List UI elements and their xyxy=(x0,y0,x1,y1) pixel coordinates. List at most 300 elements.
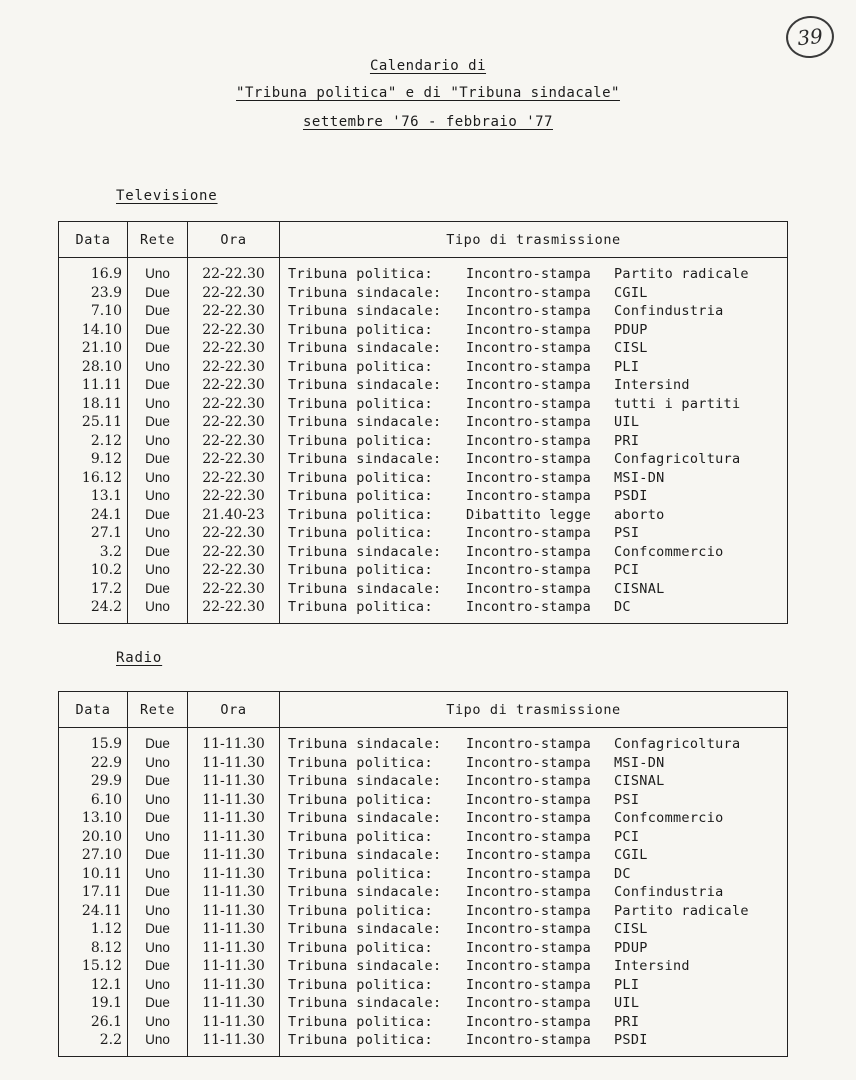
cell-tipo xyxy=(280,284,788,303)
table-row xyxy=(59,258,788,284)
cell-formato: Incontro-stampa xyxy=(466,791,591,808)
cell-programma: Tribuna politica: xyxy=(288,321,433,338)
cell-tipo xyxy=(280,302,788,321)
cell-tipo xyxy=(280,450,788,469)
cell-tipo xyxy=(280,358,788,377)
cell-tipo xyxy=(280,828,788,847)
cell-data: 23.9 xyxy=(59,284,128,303)
cell-soggetto: PRI xyxy=(614,432,640,449)
cell-ora: 22-22.30 xyxy=(188,524,280,543)
cell-rete: Due xyxy=(128,321,188,340)
cell-formato: Incontro-stampa xyxy=(466,847,591,863)
cell-data: 9.12 xyxy=(59,450,128,469)
column-header-data: Data xyxy=(59,692,128,728)
cell-soggetto: Partito radicale xyxy=(614,266,749,282)
cell-ora: 11-11.30 xyxy=(188,939,280,958)
cell-tipo xyxy=(280,791,788,810)
cell-rete: Due xyxy=(128,543,188,562)
cell-tipo xyxy=(280,920,788,939)
cell-tipo xyxy=(280,902,788,921)
cell-ora: 22-22.30 xyxy=(188,543,280,562)
cell-data: 7.10 xyxy=(59,302,128,321)
cell-tipo xyxy=(280,395,788,414)
cell-ora: 22-22.30 xyxy=(188,258,280,284)
cell-data: 24.1 xyxy=(59,506,128,525)
cell-soggetto: Confcommercio xyxy=(614,810,724,826)
cell-soggetto: CGIL xyxy=(614,284,648,301)
cell-soggetto: Confcommercio xyxy=(614,543,724,560)
cell-ora: 22-22.30 xyxy=(188,432,280,451)
cell-rete: Due xyxy=(128,728,188,754)
cell-tipo xyxy=(280,580,788,599)
cell-rete: Due xyxy=(128,994,188,1013)
cell-data: 18.11 xyxy=(59,395,128,414)
document-title: Calendario di xyxy=(369,58,487,74)
cell-data: 13.10 xyxy=(59,809,128,828)
cell-data: 16.12 xyxy=(59,469,128,488)
cell-rete: Due xyxy=(128,772,188,791)
cell-soggetto: tutti i partiti xyxy=(614,395,741,412)
table-row xyxy=(59,1031,788,1056)
cell-formato: Incontro-stampa xyxy=(466,432,591,449)
cell-tipo xyxy=(280,865,788,884)
column-header-tipo: Tipo di trasmissione xyxy=(280,692,788,728)
cell-ora: 11-11.30 xyxy=(188,883,280,902)
cell-tipo xyxy=(280,339,788,358)
cell-ora: 22-22.30 xyxy=(188,376,280,395)
cell-programma: Tribuna politica: xyxy=(288,828,433,845)
cell-ora: 22-22.30 xyxy=(188,469,280,488)
cell-tipo xyxy=(280,598,788,623)
table-header-row xyxy=(59,692,788,728)
cell-rete: Uno xyxy=(128,469,188,488)
cell-rete: Uno xyxy=(128,754,188,773)
cell-rete: Uno xyxy=(128,598,188,623)
cell-programma: Tribuna sindacale: xyxy=(288,884,442,900)
table-row xyxy=(59,450,788,469)
cell-formato: Incontro-stampa xyxy=(466,736,591,752)
cell-formato: Incontro-stampa xyxy=(466,884,591,900)
cell-tipo xyxy=(280,809,788,828)
cell-programma: Tribuna politica: xyxy=(288,469,433,486)
cell-ora: 22-22.30 xyxy=(188,580,280,599)
cell-data: 15.9 xyxy=(59,728,128,754)
cell-rete: Due xyxy=(128,580,188,599)
cell-ora: 11-11.30 xyxy=(188,1013,280,1032)
cell-formato: Incontro-stampa xyxy=(466,303,591,319)
cell-soggetto: Confindustria xyxy=(614,884,724,900)
cell-rete: Uno xyxy=(128,865,188,884)
cell-soggetto: CISL xyxy=(614,921,648,937)
table-row xyxy=(59,846,788,865)
cell-ora: 22-22.30 xyxy=(188,413,280,432)
cell-soggetto: Confagricoltura xyxy=(614,451,741,467)
cell-rete: Due xyxy=(128,284,188,303)
cell-tipo xyxy=(280,376,788,395)
table-row xyxy=(59,284,788,303)
table-row xyxy=(59,598,788,623)
table-row xyxy=(59,1013,788,1032)
table-row xyxy=(59,939,788,958)
cell-soggetto: DC xyxy=(614,599,631,615)
cell-soggetto: UIL xyxy=(614,995,640,1011)
cell-programma: Tribuna sindacale: xyxy=(288,303,442,319)
cell-ora: 11-11.30 xyxy=(188,728,280,754)
cell-data: 19.1 xyxy=(59,994,128,1013)
cell-programma: Tribuna politica: xyxy=(288,395,433,412)
cell-ora: 11-11.30 xyxy=(188,957,280,976)
cell-rete: Uno xyxy=(128,902,188,921)
cell-ora: 22-22.30 xyxy=(188,358,280,377)
cell-soggetto: PSI xyxy=(614,791,640,808)
cell-ora: 11-11.30 xyxy=(188,902,280,921)
cell-tipo xyxy=(280,939,788,958)
cell-data: 1.12 xyxy=(59,920,128,939)
cell-formato: Incontro-stampa xyxy=(466,488,591,504)
cell-formato: Incontro-stampa xyxy=(466,395,591,412)
table-row xyxy=(59,976,788,995)
cell-programma: Tribuna politica: xyxy=(288,599,433,615)
cell-formato: Incontro-stampa xyxy=(466,321,591,338)
cell-soggetto: Intersind xyxy=(614,958,690,974)
cell-rete: Due xyxy=(128,957,188,976)
document-period: settembre '76 - febbraio '77 xyxy=(302,114,553,130)
cell-data: 20.10 xyxy=(59,828,128,847)
cell-programma: Tribuna sindacale: xyxy=(288,847,442,863)
radio-schedule-table xyxy=(58,691,788,1057)
cell-rete: Uno xyxy=(128,395,188,414)
document-subtitle: "Tribuna politica" e di "Tribuna sindacale" xyxy=(236,85,620,101)
cell-formato: Incontro-stampa xyxy=(466,580,591,597)
cell-ora: 11-11.30 xyxy=(188,846,280,865)
table-row xyxy=(59,395,788,414)
cell-tipo xyxy=(280,432,788,451)
cell-programma: Tribuna sindacale: xyxy=(288,958,442,974)
cell-soggetto: Confagricoltura xyxy=(614,736,741,752)
cell-formato: Incontro-stampa xyxy=(466,1032,591,1048)
cell-formato: Incontro-stampa xyxy=(466,525,591,541)
cell-formato: Incontro-stampa xyxy=(466,921,591,937)
cell-formato: Incontro-stampa xyxy=(466,939,591,956)
cell-programma: Tribuna sindacale: xyxy=(288,810,442,826)
table-row xyxy=(59,754,788,773)
table-row xyxy=(59,728,788,754)
cell-soggetto: PSI xyxy=(614,525,640,541)
cell-programma: Tribuna politica: xyxy=(288,791,433,808)
cell-soggetto: PLI xyxy=(614,976,640,993)
cell-ora: 11-11.30 xyxy=(188,1031,280,1056)
table-row xyxy=(59,524,788,543)
cell-soggetto: PCI xyxy=(614,828,640,845)
cell-programma: Tribuna sindacale: xyxy=(288,773,442,789)
cell-soggetto: CGIL xyxy=(614,847,648,863)
column-header-data: Data xyxy=(59,222,128,258)
cell-rete: Due xyxy=(128,413,188,432)
table-row xyxy=(59,580,788,599)
cell-programma: Tribuna sindacale: xyxy=(288,736,442,752)
cell-data: 12.1 xyxy=(59,976,128,995)
table-row xyxy=(59,321,788,340)
table-row xyxy=(59,358,788,377)
cell-programma: Tribuna politica: xyxy=(288,432,433,449)
page-number-stamp: 39 xyxy=(784,14,836,61)
cell-ora: 21.40-23 xyxy=(188,506,280,525)
table-row xyxy=(59,413,788,432)
cell-data: 27.10 xyxy=(59,846,128,865)
cell-formato: Incontro-stampa xyxy=(466,562,591,578)
cell-data: 14.10 xyxy=(59,321,128,340)
cell-rete: Due xyxy=(128,376,188,395)
radio-table-body xyxy=(59,728,788,1057)
cell-tipo xyxy=(280,883,788,902)
cell-formato: Incontro-stampa xyxy=(466,266,591,282)
cell-programma: Tribuna sindacale: xyxy=(288,284,442,301)
cell-soggetto: PLI xyxy=(614,358,640,375)
cell-ora: 22-22.30 xyxy=(188,321,280,340)
cell-programma: Tribuna sindacale: xyxy=(288,377,442,393)
cell-tipo xyxy=(280,506,788,525)
cell-rete: Due xyxy=(128,883,188,902)
cell-rete: Uno xyxy=(128,791,188,810)
cell-tipo xyxy=(280,846,788,865)
cell-data: 25.11 xyxy=(59,413,128,432)
cell-rete: Uno xyxy=(128,976,188,995)
cell-formato: Incontro-stampa xyxy=(466,543,591,560)
cell-programma: Tribuna politica: xyxy=(288,1013,433,1030)
cell-programma: Tribuna politica: xyxy=(288,506,433,523)
cell-tipo xyxy=(280,772,788,791)
radio-section-title: Radio xyxy=(116,650,163,666)
cell-tipo xyxy=(280,976,788,995)
cell-programma: Tribuna politica: xyxy=(288,939,433,956)
cell-soggetto: UIL xyxy=(614,414,640,430)
cell-tipo xyxy=(280,1013,788,1032)
column-header-tipo: Tipo di trasmissione xyxy=(280,222,788,258)
cell-formato: Incontro-stampa xyxy=(466,828,591,845)
cell-programma: Tribuna sindacale: xyxy=(288,580,442,597)
cell-ora: 22-22.30 xyxy=(188,395,280,414)
table-row xyxy=(59,543,788,562)
table-row xyxy=(59,957,788,976)
cell-tipo xyxy=(280,524,788,543)
cell-formato: Incontro-stampa xyxy=(466,284,591,301)
cell-data: 13.1 xyxy=(59,487,128,506)
cell-rete: Uno xyxy=(128,1031,188,1056)
cell-data: 29.9 xyxy=(59,772,128,791)
cell-data: 15.12 xyxy=(59,957,128,976)
cell-data: 10.11 xyxy=(59,865,128,884)
cell-ora: 22-22.30 xyxy=(188,284,280,303)
cell-rete: Due xyxy=(128,339,188,358)
column-header-ora: Ora xyxy=(188,692,280,728)
cell-data: 10.2 xyxy=(59,561,128,580)
cell-soggetto: Intersind xyxy=(614,377,690,393)
table-row xyxy=(59,376,788,395)
table-row xyxy=(59,772,788,791)
cell-formato: Incontro-stampa xyxy=(466,469,591,486)
cell-rete: Uno xyxy=(128,939,188,958)
table-row xyxy=(59,561,788,580)
cell-soggetto: MSI-DN xyxy=(614,754,665,771)
cell-soggetto: PDUP xyxy=(614,321,648,338)
cell-rete: Uno xyxy=(128,258,188,284)
cell-tipo xyxy=(280,469,788,488)
cell-rete: Due xyxy=(128,809,188,828)
cell-data: 17.11 xyxy=(59,883,128,902)
cell-soggetto: Partito radicale xyxy=(614,902,749,919)
cell-soggetto: DC xyxy=(614,865,631,882)
cell-formato: Incontro-stampa xyxy=(466,414,591,430)
cell-programma: Tribuna politica: xyxy=(288,525,433,541)
cell-formato: Incontro-stampa xyxy=(466,451,591,467)
cell-soggetto: CISNAL xyxy=(614,580,665,597)
table-row xyxy=(59,339,788,358)
cell-soggetto: CISNAL xyxy=(614,773,665,789)
cell-rete: Uno xyxy=(128,432,188,451)
cell-tipo xyxy=(280,543,788,562)
cell-rete: Due xyxy=(128,302,188,321)
cell-soggetto: Confindustria xyxy=(614,303,724,319)
cell-data: 3.2 xyxy=(59,543,128,562)
cell-ora: 11-11.30 xyxy=(188,994,280,1013)
table-row xyxy=(59,469,788,488)
cell-formato: Incontro-stampa xyxy=(466,340,591,356)
cell-ora: 11-11.30 xyxy=(188,828,280,847)
cell-programma: Tribuna politica: xyxy=(288,865,433,882)
cell-programma: Tribuna sindacale: xyxy=(288,921,442,937)
cell-data: 24.2 xyxy=(59,598,128,623)
cell-programma: Tribuna politica: xyxy=(288,902,433,919)
cell-tipo xyxy=(280,321,788,340)
cell-data: 26.1 xyxy=(59,1013,128,1032)
cell-programma: Tribuna sindacale: xyxy=(288,451,442,467)
cell-programma: Tribuna politica: xyxy=(288,488,433,504)
table-row xyxy=(59,920,788,939)
cell-data: 2.2 xyxy=(59,1031,128,1056)
cell-data: 2.12 xyxy=(59,432,128,451)
table-row xyxy=(59,302,788,321)
table-row xyxy=(59,994,788,1013)
television-schedule-table xyxy=(58,221,788,624)
television-table-body xyxy=(59,258,788,624)
cell-ora: 22-22.30 xyxy=(188,302,280,321)
cell-soggetto: PSDI xyxy=(614,1032,648,1048)
cell-formato: Dibattito legge xyxy=(466,506,591,523)
cell-soggetto: aborto xyxy=(614,506,665,523)
cell-rete: Uno xyxy=(128,828,188,847)
column-header-ora: Ora xyxy=(188,222,280,258)
cell-formato: Incontro-stampa xyxy=(466,358,591,375)
cell-soggetto: PDUP xyxy=(614,939,648,956)
cell-formato: Incontro-stampa xyxy=(466,810,591,826)
television-section-title: Televisione xyxy=(116,188,218,204)
cell-programma: Tribuna sindacale: xyxy=(288,543,442,560)
cell-ora: 11-11.30 xyxy=(188,920,280,939)
cell-ora: 22-22.30 xyxy=(188,339,280,358)
cell-formato: Incontro-stampa xyxy=(466,1013,591,1030)
table-row xyxy=(59,506,788,525)
cell-formato: Incontro-stampa xyxy=(466,754,591,771)
cell-ora: 22-22.30 xyxy=(188,561,280,580)
cell-programma: Tribuna sindacale: xyxy=(288,414,442,430)
cell-programma: Tribuna politica: xyxy=(288,358,433,375)
table-row xyxy=(59,883,788,902)
cell-rete: Due xyxy=(128,846,188,865)
cell-tipo xyxy=(280,258,788,284)
cell-programma: Tribuna politica: xyxy=(288,562,433,578)
cell-soggetto: PCI xyxy=(614,562,640,578)
cell-data: 8.12 xyxy=(59,939,128,958)
table-row xyxy=(59,902,788,921)
cell-tipo xyxy=(280,413,788,432)
cell-soggetto: MSI-DN xyxy=(614,469,665,486)
cell-programma: Tribuna sindacale: xyxy=(288,995,442,1011)
cell-ora: 11-11.30 xyxy=(188,754,280,773)
cell-ora: 11-11.30 xyxy=(188,809,280,828)
cell-rete: Uno xyxy=(128,561,188,580)
column-header-rete: Rete xyxy=(128,692,188,728)
cell-tipo xyxy=(280,728,788,754)
cell-rete: Uno xyxy=(128,524,188,543)
cell-programma: Tribuna sindacale: xyxy=(288,340,442,356)
cell-data: 11.11 xyxy=(59,376,128,395)
cell-ora: 22-22.30 xyxy=(188,450,280,469)
cell-soggetto: CISL xyxy=(614,340,648,356)
cell-ora: 22-22.30 xyxy=(188,598,280,623)
cell-formato: Incontro-stampa xyxy=(466,599,591,615)
cell-data: 17.2 xyxy=(59,580,128,599)
cell-formato: Incontro-stampa xyxy=(466,377,591,393)
cell-rete: Due xyxy=(128,506,188,525)
cell-soggetto: PSDI xyxy=(614,488,648,504)
cell-tipo xyxy=(280,957,788,976)
cell-rete: Due xyxy=(128,450,188,469)
cell-formato: Incontro-stampa xyxy=(466,995,591,1011)
table-header-row xyxy=(59,222,788,258)
cell-rete: Uno xyxy=(128,487,188,506)
cell-ora: 11-11.30 xyxy=(188,772,280,791)
cell-data: 21.10 xyxy=(59,339,128,358)
cell-programma: Tribuna politica: xyxy=(288,754,433,771)
cell-data: 24.11 xyxy=(59,902,128,921)
table-row xyxy=(59,828,788,847)
cell-rete: Uno xyxy=(128,1013,188,1032)
cell-data: 27.1 xyxy=(59,524,128,543)
cell-formato: Incontro-stampa xyxy=(466,902,591,919)
cell-tipo xyxy=(280,561,788,580)
cell-formato: Incontro-stampa xyxy=(466,976,591,993)
cell-formato: Incontro-stampa xyxy=(466,865,591,882)
cell-soggetto: PRI xyxy=(614,1013,640,1030)
cell-data: 28.10 xyxy=(59,358,128,377)
table-row xyxy=(59,487,788,506)
cell-data: 22.9 xyxy=(59,754,128,773)
cell-programma: Tribuna politica: xyxy=(288,976,433,993)
cell-tipo xyxy=(280,994,788,1013)
column-header-rete: Rete xyxy=(128,222,188,258)
cell-tipo xyxy=(280,754,788,773)
cell-ora: 11-11.30 xyxy=(188,865,280,884)
cell-rete: Uno xyxy=(128,358,188,377)
cell-formato: Incontro-stampa xyxy=(466,773,591,789)
cell-programma: Tribuna politica: xyxy=(288,1032,433,1048)
table-row xyxy=(59,865,788,884)
cell-tipo xyxy=(280,487,788,506)
cell-formato: Incontro-stampa xyxy=(466,958,591,974)
cell-rete: Due xyxy=(128,920,188,939)
cell-ora: 11-11.30 xyxy=(188,791,280,810)
cell-programma: Tribuna politica: xyxy=(288,266,433,282)
